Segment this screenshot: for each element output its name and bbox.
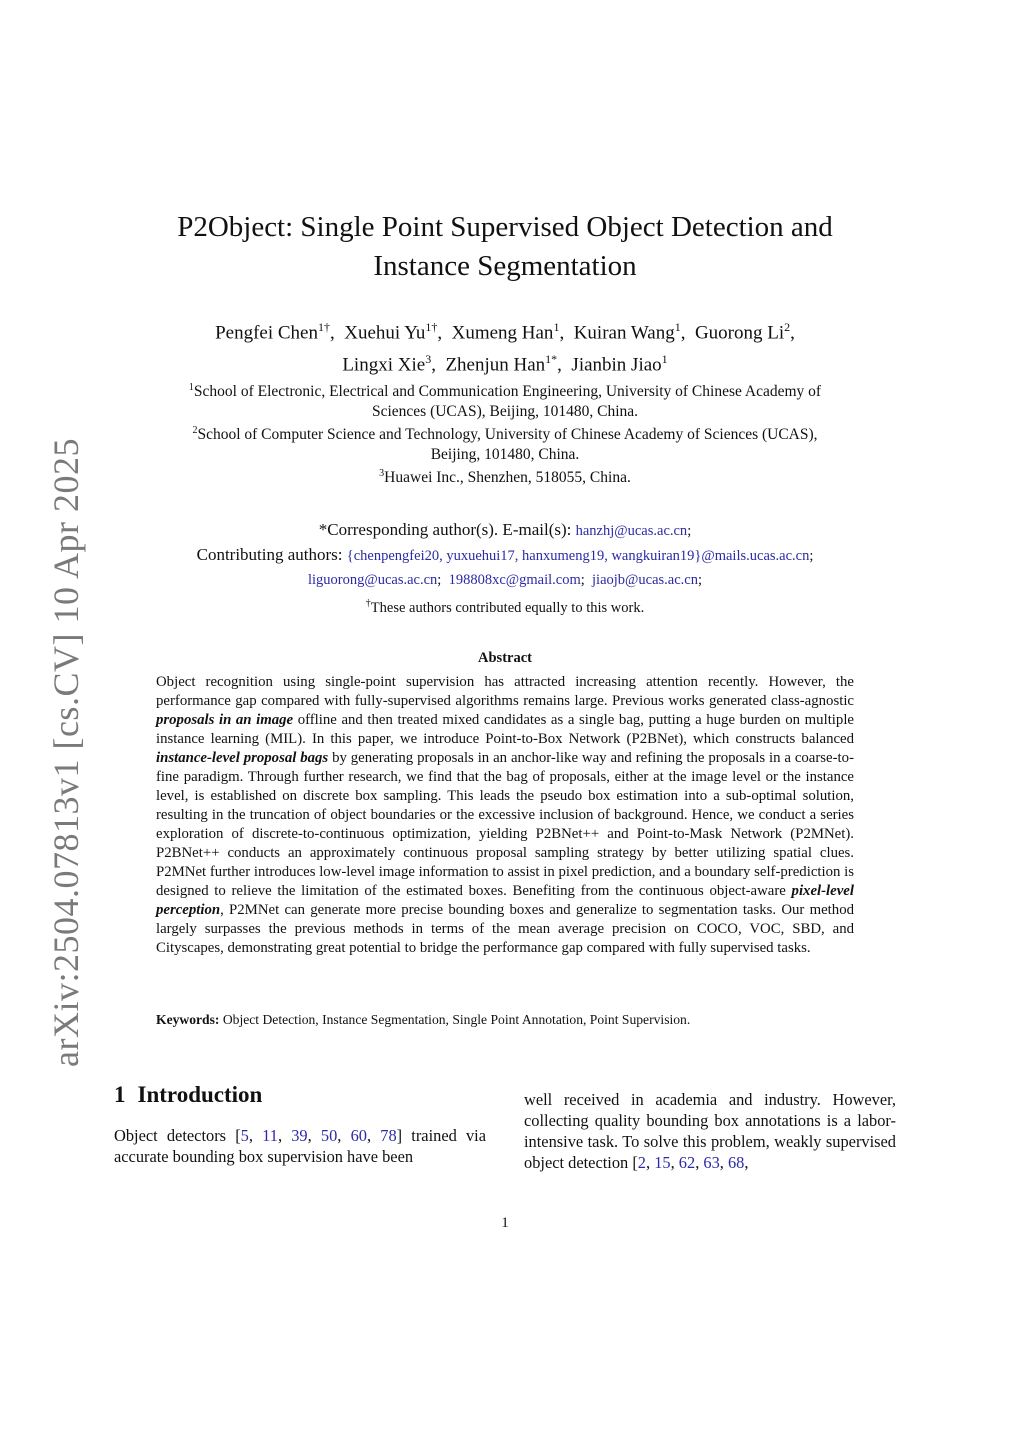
citation-link[interactable]: 11: [262, 1126, 278, 1145]
author-line-2: Lingxi Xie$^3$, Zhenjun Han$^{1*}$, Jianbin Jiao$^1$: [342, 352, 668, 376]
contributing-line: [100, 543, 910, 568]
affiliation-sup: 2: [192, 425, 198, 437]
author-sup: 1*: [545, 352, 558, 367]
affiliation-text: School of Computer Science and Technology, University of Chinese Academy of Sciences (UCAS),: [197, 426, 818, 444]
abstract-body: [156, 673, 854, 958]
author-list: [100, 314, 910, 379]
separator: ;: [809, 548, 814, 564]
author-name: Jianbin Jiao: [571, 354, 662, 376]
contact-block: [100, 518, 910, 620]
citation-link[interactable]: 15: [654, 1153, 671, 1172]
body-text: trained via accurate bounding box supervision have been: [114, 1126, 486, 1166]
citation-link[interactable]: 68: [727, 1153, 745, 1172]
separator: ;: [697, 572, 702, 588]
affiliation-1-cont: Sciences (UCAS), Beijing, 101480, China.: [371, 402, 639, 420]
body-column-right: well received in academia and industry. However, collecting quality bounding box annotations is a labor-intensive task. To solve this problem, weakly supervised object detection [2, 15, 62, 63, 68,: [524, 1090, 896, 1172]
equal-contribution-note: [100, 592, 910, 620]
abstract-emphasis: pixel-level perception: [156, 883, 854, 918]
contributing-line-2: [100, 568, 910, 592]
contributing-label: Contributing authors:: [196, 545, 343, 564]
author-sup: 1: [661, 352, 668, 367]
affiliation-sup: 3: [379, 468, 385, 480]
author-name: Xumeng Han: [451, 322, 554, 344]
author-name: Kuiran Wang: [573, 322, 675, 344]
affiliation-text: Huawei Inc., Shenzhen, 518055, China.: [384, 469, 631, 487]
title-line-2: Instance Segmentation: [373, 250, 637, 282]
author-name: Lingxi Xie: [342, 354, 426, 376]
body-text: well received in academia and industry. However, collecting quality bounding box annotations is a labor-intensive task. To solve this problem, weakly supervised object detection: [524, 1090, 896, 1172]
page-number: 1: [501, 1215, 509, 1231]
citation-link[interactable]: 62: [678, 1153, 696, 1172]
author-name: Guorong Li: [694, 322, 785, 344]
author-name: Pengfei Chen: [215, 322, 318, 344]
body-column-left: Object detectors [5, 11, 39, 50, 60, 78] trained via accurate bounding box supervision have been: [114, 1126, 486, 1166]
corresponding-label: *Corresponding author(s). E-mail(s):: [318, 520, 572, 539]
corresponding-email-link[interactable]: hanzhj@ucas.ac.cn: [575, 523, 688, 539]
separator: ;: [687, 523, 692, 539]
affiliation-2-cont: Beijing, 101480, China.: [430, 445, 580, 463]
separator: ;: [580, 572, 585, 588]
dagger-mark: †: [365, 598, 371, 609]
email-link[interactable]: liguorong@ucas.ac.cn: [307, 572, 438, 588]
section-number: 1: [114, 1082, 126, 1107]
arxiv-stamp[interactable]: arXiv:2504.07813v1 [cs.CV] 10 Apr 2025: [46, 438, 86, 1067]
citation-link[interactable]: 78: [380, 1126, 397, 1145]
author-line-1: Pengfei Chen$^{1\dagger}$, Xuehui $Yu^{1\dagger}$, Xumeng Han$^1$, Kuiran Wang$^1$, Guorong Li$^2$,: [215, 320, 795, 344]
body-text: Object detectors: [114, 1126, 236, 1145]
citation-link[interactable]: 2: [637, 1153, 646, 1172]
section-heading: [114, 1082, 262, 1108]
affiliations: [140, 378, 870, 488]
author-sup: 1†: [318, 320, 330, 334]
section-title: Introduction: [137, 1082, 263, 1107]
citation-link[interactable]: 63: [703, 1153, 720, 1172]
citation-link[interactable]: 5: [240, 1126, 249, 1145]
affiliation-3: [140, 464, 870, 488]
citation-link[interactable]: 39: [291, 1126, 308, 1145]
abstract-emphasis: instance-level proposal bags: [156, 750, 329, 766]
abstract-text: Object recognition using single-point supervision has attracted increasing attention recently. However, the performance gap compared with fully-supervised algorithms remains large. Previous works generated class-agnostic: [156, 674, 854, 709]
citation-link[interactable]: 50: [320, 1126, 338, 1145]
author-sup: 3: [425, 352, 432, 367]
affiliation-1: [140, 378, 870, 402]
author-sup: 2: [784, 320, 791, 334]
affiliation-2: [140, 421, 870, 445]
abstract-emphasis: proposals in an image: [156, 712, 294, 728]
contributing-emails-link[interactable]: {chenpengfei20, yuxuehui17, hanxumeng19, wangkuiran19}@mails.ucas.ac.cn: [346, 548, 810, 564]
abstract-text: by generating proposals in an anchor-like way and refining the proposals in a coarse-to-fine paradigm. Through further research, we find that the bag of proposals, either at the image level or the instance level, is established on discrete box sampling. This leads the pseudo box estimation into a sub-optimal solution, resulting in the truncation of object boundaries or the excessive inclusion of background. Hence, we conduct a series exploration of discrete-to-continuous optimization, yielding P2BNet++ and Point-to-Mask Network (P2MNet). P2BNet++ conducts an approximately continuous proposal sampling strategy by better utilizing spatial clues. P2MNet further introduces low-level image information to assist in pixel prediction, and a boundary self-prediction is designed to relieve the limitation of the estimated boxes. Benefiting from the continuous object-aware: [156, 750, 854, 899]
author-name: Zhenjun Han: [445, 354, 546, 376]
title-line-1: P2Object: Single Point Supervised Object Detection and: [177, 211, 833, 243]
abstract-text: offline and then treated mixed candidates as a single bag, putting a huge burden on multiple instance learning (MIL). In this paper, we introduce Point-to-Box Network (P2BNet), which constructs balanced: [156, 712, 854, 747]
keywords: [156, 1011, 854, 1029]
affiliation-sup: 1: [188, 382, 194, 393]
email-link[interactable]: 198808xc@gmail.com: [448, 572, 581, 588]
abstract-text: , P2MNet can generate more precise bounding boxes and generalize to segmentation tasks. Our method largely surpasses the previous methods in terms of the mean average precision on COCO, VOC, SBD, and Cityscapes, demonstrating great potential to bridge the performance gap compared with fully supervised tasks.: [156, 902, 854, 956]
email-link[interactable]: jiaojb@ucas.ac.cn: [592, 572, 698, 588]
abstract-heading: Abstract: [478, 650, 532, 666]
separator: ;: [437, 572, 442, 588]
equal-note-text: These authors contributed equally to this work.: [370, 599, 645, 616]
author-sup: 1: [674, 320, 681, 334]
author-sup: 1: [553, 320, 560, 334]
citation-link[interactable]: 60: [350, 1126, 367, 1145]
author-name: Xuehui Yu: [344, 322, 426, 344]
paper-title: [100, 208, 910, 286]
body-text: ,: [744, 1153, 749, 1172]
keywords-text: Object Detection, Instance Segmentation, Single Point Annotation, Point Supervision.: [219, 1012, 691, 1027]
keywords-label: Keywords:: [156, 1012, 220, 1027]
affiliation-text: School of Electronic, Electrical and Communication Engineering, University of Chinese Academy of: [193, 383, 822, 401]
corresponding-line: [100, 518, 910, 543]
author-sup: 1†: [425, 320, 438, 334]
